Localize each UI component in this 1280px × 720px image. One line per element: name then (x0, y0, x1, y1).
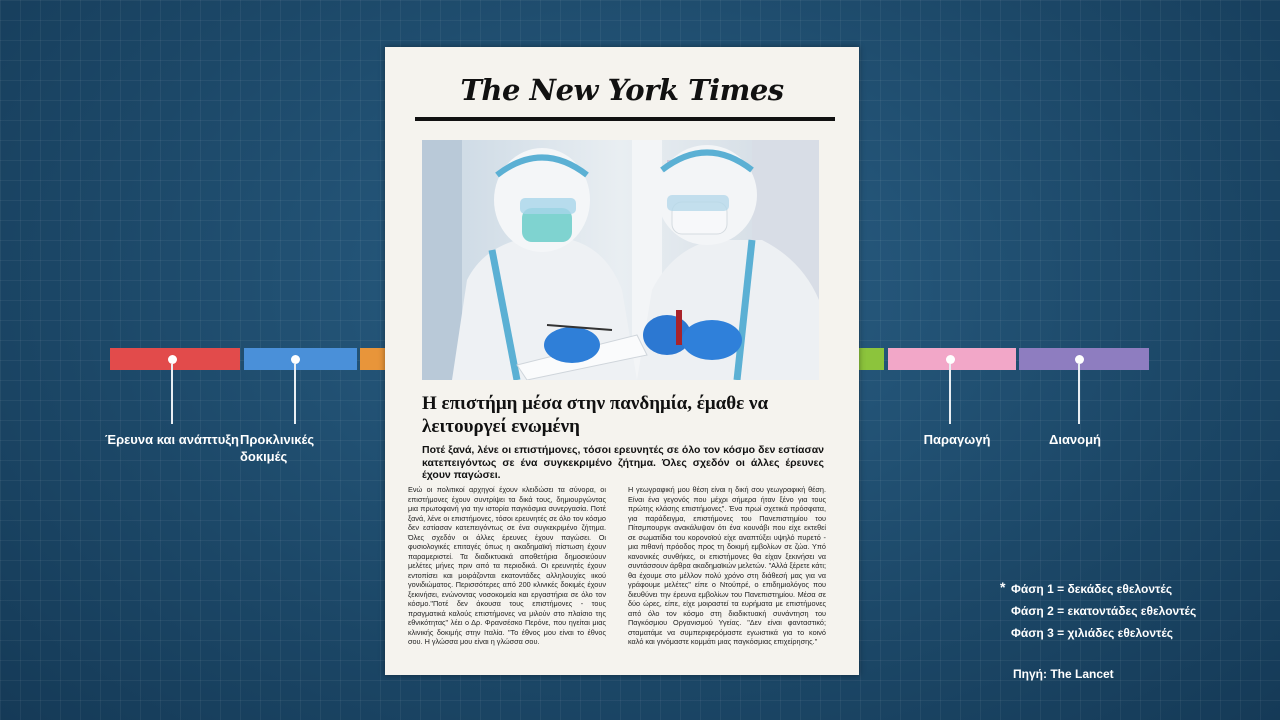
timeline-connector (294, 364, 296, 424)
timeline-label-production: Παραγωγή (923, 432, 991, 447)
timeline-label-preclinical: Προκλινικές δοκιμές (240, 432, 315, 464)
notes-asterisk: * (1000, 579, 1006, 595)
article-deck: Ποτέ ξανά, λένε οι επιστήμονες, τόσοι ερευνητές σε όλο τον κόσμο δεν εστίασαν κατεπειγόντως σε ένα συγκεκριμένο ζήτημα. Όλες σχεδόν οι άλλες έρευνες έχουν παγώσει. (422, 444, 824, 481)
note-phase-3: Φάση 3 = χιλιάδες εθελοντές (1011, 626, 1174, 640)
newspaper-clipping (385, 47, 859, 675)
article-headline: Η επιστήμη μέσα στην πανδημία, έμαθε να λειτουργεί ενωμένη (422, 393, 769, 437)
timeline-marker (168, 355, 177, 364)
article-column-2: Η γεωγραφική μου θέση είναι η δική σου γεωγραφική θέση. Είναι ένα γεγονός που μέχρι σήμερα ήταν ξένο για τους πρώτης κλάσης επιστήμονες". Ένα πρωί σχετικά πρόσφατα, για παράδειγμα, επιστήμονες του Πανεπιστημίου του Πίτσμπουργκ ανακάλυψαν ότι ένα κουνάβι που είχε εκτεθεί σε σωματίδια του κορονοϊού είχε αναπτύξει υψηλό πυρετό - μια πιθανή πρόοδος προς τη δοκιμή εμβολίων σε ζώα. Υπό κανονικές συνθήκες, οι επιστήμονες θα είχαν ξεκινήσει να συντάσσουν άρθρα ακαδημαϊκών μελετών. "Αλλά ξέρετε κάτι; θα έχουμε στο μέλλον πολύ χρόνο στη διάθεσή μας για να γράφουμε μελέτες" είπε ο Ντούπρέ, ο επιδημιολόγος που διευθύνει την έρευνα εμβολίων του Πανεπιστημίου. Μέσα σε δύο ώρες, είπε, είχε μοιραστεί τα ευρήματα με επιστήμονες από όλο τον κόσμο στη διαδικτυακή συνάντηση του Παγκόσμιου Οργανισμού Υγείας. "Δεν είναι φανταστικό; σταματάμε να συμπεριφερόμαστε εγωιστικά για το κοινό καλό και γινόμαστε κομμάτι μιας παγκόσμιας επιχείρησης." (628, 485, 826, 646)
timeline-label-research: Έρευνα και ανάπτυξη (105, 432, 239, 447)
timeline-marker (946, 355, 955, 364)
timeline-connector (949, 364, 951, 424)
newspaper-masthead: The New York Times (460, 73, 784, 107)
note-source: Πηγή: The Lancet (1013, 667, 1114, 681)
timeline-segment-distribution (1019, 348, 1149, 370)
note-phase-2: Φάση 2 = εκατοντάδες εθελοντές (1011, 604, 1197, 618)
timeline-connector (171, 364, 173, 424)
timeline-connector (1078, 364, 1080, 424)
masthead-rule (415, 117, 835, 121)
note-phase-1: Φάση 1 = δεκάδες εθελοντές (1011, 582, 1173, 596)
timeline-marker (1075, 355, 1084, 364)
timeline-label-distribution: Διανομή (1048, 432, 1101, 447)
timeline-segment-approval (855, 348, 884, 370)
timeline-segment-preclinical (244, 348, 357, 370)
timeline-marker (291, 355, 300, 364)
article-column-1: Ενώ οι πολιτικοί αρχηγοί έχουν κλειδώσει τα σύνορα, οι επιστήμονες έχουν συντρίψει τα δικά τους, δημιουργώντας μια πρωτοφανή για την ιστορία παγκόσμια συνεργασία. Ποτέ ξανά, λένε οι επιστήμονες, τόσοι ερευνητές σε όλο τον κόσμο δεν εστίασαν κατεπειγόντως σε ένα συγκεκριμένο ζήτημα. Όλες σχεδόν οι άλλες έρευνες έχουν παγώσει. Οι φυσιολογικές επιταγές όπως η ακαδημαϊκή πίστωση έχουν παραμεριστεί. Τα διαδικτυακά αποθετήρια δημοσιεύουν μελέτες μήνες πριν από τα περιοδικά. Οι ερευνητές έχουν εντοπίσει και μοιράζονται εκατοντάδες αλληλουχίες ιικού γονιδιώματος. Περισσότερες από 200 κλινικές δοκιμές έχουν ξεκινήσει, ενώνοντας νοσοκομεία και εργαστήρια σε όλο τον κόσμο."Ποτέ δεν άκουσα τους επιστήμονες - τους πραγματικά καλούς επιστήμονες να μιλούν στο πλαίσιο της εθνικότητας" λέει ο Δρ. Φρανσέσκο Περόνε, που ηγείται μιας κλινικής δοκιμής στην Ιταλία. "Το έθνος μου είναι το έθνος σου. Η γλώσσα μου είναι η γλώσσα σου. (408, 485, 606, 646)
article-photo (422, 140, 819, 380)
